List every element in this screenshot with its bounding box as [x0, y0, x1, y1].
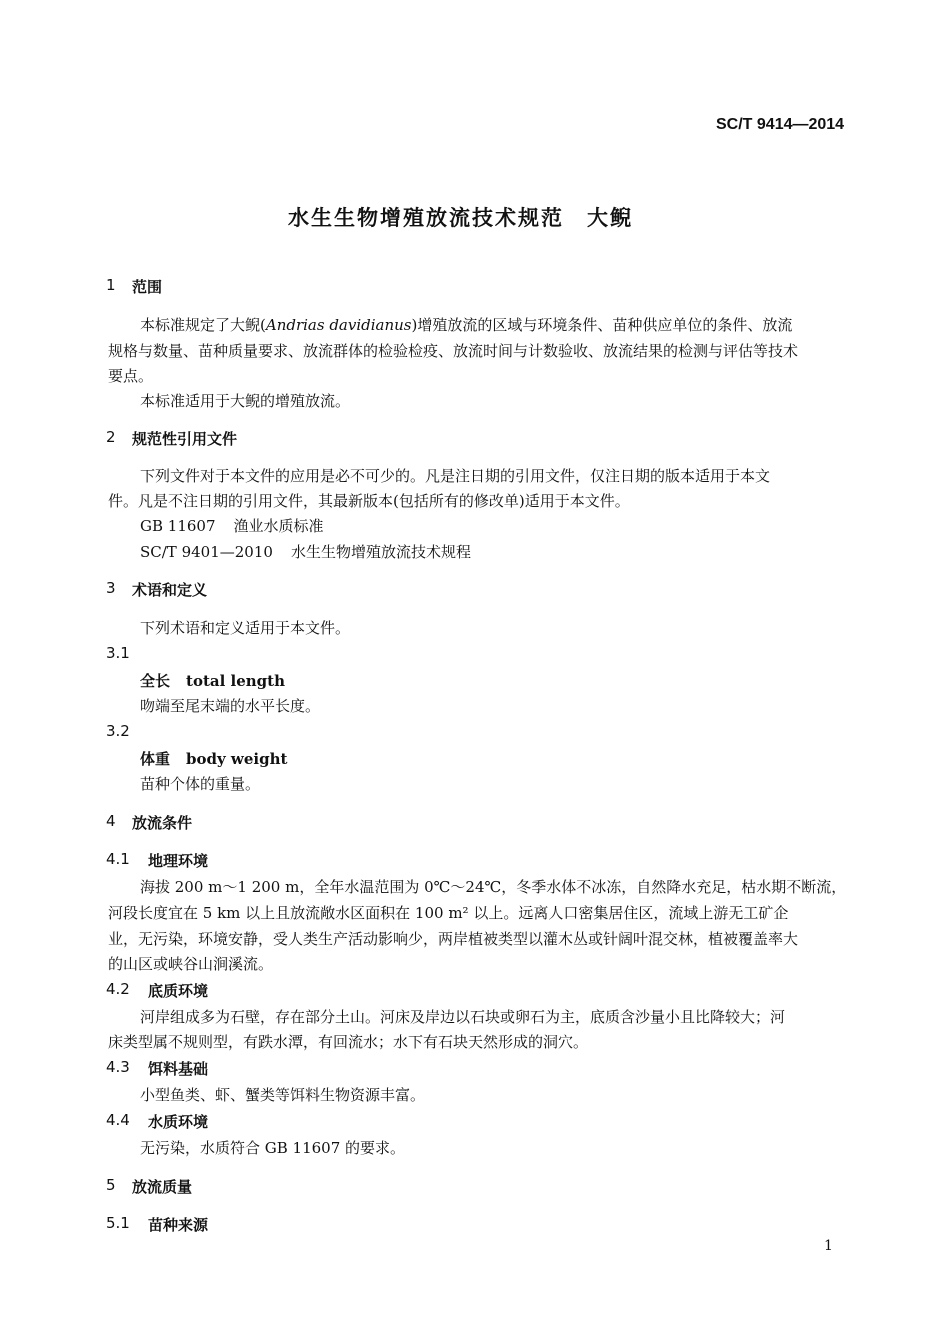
reference-2	[140, 541, 471, 562]
section-2-title: 规范性引用文件	[132, 430, 238, 448]
section-2-para-line-2: 件。凡是不注日期的引用文件，其最新版本(包括所有的修改单)适用于本文件。	[108, 492, 630, 510]
term-3-2-en: body weight	[186, 750, 288, 768]
clause-4-1-title: 地理环境	[148, 852, 209, 870]
clause-4-1-line-3: 业，无污染，环境安静，受人类生产活动影响少，两岸植被类型以灌木丛或针阔叶混交林，植被覆盖率大	[108, 930, 799, 948]
reference-1-code: GB 11607	[140, 517, 216, 535]
clause-4-3-number: 4.3	[106, 1058, 130, 1076]
section-5-number: 5	[106, 1176, 116, 1194]
term-3-2-heading	[140, 748, 287, 769]
clause-5-1-number: 5.1	[106, 1214, 130, 1232]
term-3-2-number: 3.2	[106, 722, 130, 740]
clause-4-4-title: 水质环境	[148, 1113, 209, 1131]
reference-2-code: SC/T 9401—2010	[140, 543, 273, 561]
clause-5-1-title: 苗种来源	[148, 1216, 209, 1234]
section-3-para: 下列术语和定义适用于本文件。	[140, 619, 351, 637]
term-3-1-cn: 全长	[140, 672, 171, 690]
reference-2-name: 水生生物增殖放流技术规程	[290, 543, 471, 561]
page-number: 1	[824, 1238, 833, 1254]
clause-4-1-line-1: 海拔 200 m～1 200 m，全年水温范围为 0℃～24℃，冬季水体不冰冻，自然降水充足，枯水期不断流，	[140, 878, 847, 896]
clause-4-2-line-2: 床类型属不规则型，有跌水潭，有回流水；水下有石块天然形成的洞穴。	[108, 1033, 589, 1051]
clause-4-2-title: 底质环境	[148, 982, 209, 1000]
section-1-para-1-line-1: 本标准规定了大鲵(Andrias davidianus)增殖放流的区域与环境条件、苗种供应单位的条件、放流	[140, 316, 793, 334]
term-3-2-definition: 苗种个体的重量。	[140, 775, 261, 793]
term-3-1-heading	[140, 670, 285, 691]
section-3-number: 3	[106, 579, 116, 597]
section-1-para-2: 本标准适用于大鲵的增殖放流。	[140, 392, 351, 410]
clause-4-3-title: 饵料基础	[148, 1060, 209, 1078]
section-1-para-1-line-3: 要点。	[108, 367, 154, 385]
section-5-title: 放流质量	[132, 1178, 193, 1196]
clause-4-1-line-4: 的山区或峡谷山涧溪流。	[108, 955, 274, 973]
section-4-number: 4	[106, 812, 116, 830]
latin-name: Andrias davidianus	[265, 316, 412, 334]
section-2-para-line-1: 下列文件对于本文件的应用是必不可少的。凡是注日期的引用文件，仅注日期的版本适用于本文	[140, 467, 771, 485]
section-1-para-1-line-2: 规格与数量、苗种质量要求、放流群体的检验检疫、放流时间与计数验收、放流结果的检测与评估等技术	[108, 342, 799, 360]
term-3-2-cn: 体重	[140, 750, 171, 768]
clause-4-3-line-1: 小型鱼类、虾、蟹类等饵料生物资源丰富。	[140, 1086, 426, 1104]
clause-4-2-line-1: 河岸组成多为石壁，存在部分土山。河床及岸边以石块或卵石为主，底质含沙量小且比降较大；河	[140, 1008, 786, 1026]
clause-4-2-number: 4.2	[106, 980, 130, 998]
clause-4-4-number: 4.4	[106, 1111, 130, 1129]
term-3-1-number: 3.1	[106, 644, 130, 662]
section-3-title: 术语和定义	[132, 581, 208, 599]
section-2-number: 2	[106, 428, 116, 446]
standard-number: SC/T 9414—2014	[716, 116, 845, 133]
clause-4-4-line-1: 无污染，水质符合 GB 11607 的要求。	[140, 1139, 406, 1157]
reference-1-name: 渔业水质标准	[233, 517, 324, 535]
clause-4-1-line-2: 河段长度宜在 5 km 以上且放流敞水区面积在 100 m² 以上。远离人口密集居住区，流域上游无工矿企	[108, 904, 789, 922]
term-3-1-en: total length	[186, 672, 285, 690]
document-title: 水生生物增殖放流技术规范 大鲵	[288, 206, 633, 230]
section-4-title: 放流条件	[132, 814, 193, 832]
section-1-number: 1	[106, 276, 116, 294]
clause-4-1-number: 4.1	[106, 850, 130, 868]
section-1-title: 范围	[132, 278, 163, 296]
term-3-1-definition: 吻端至尾末端的水平长度。	[140, 697, 321, 715]
reference-1	[140, 515, 324, 536]
